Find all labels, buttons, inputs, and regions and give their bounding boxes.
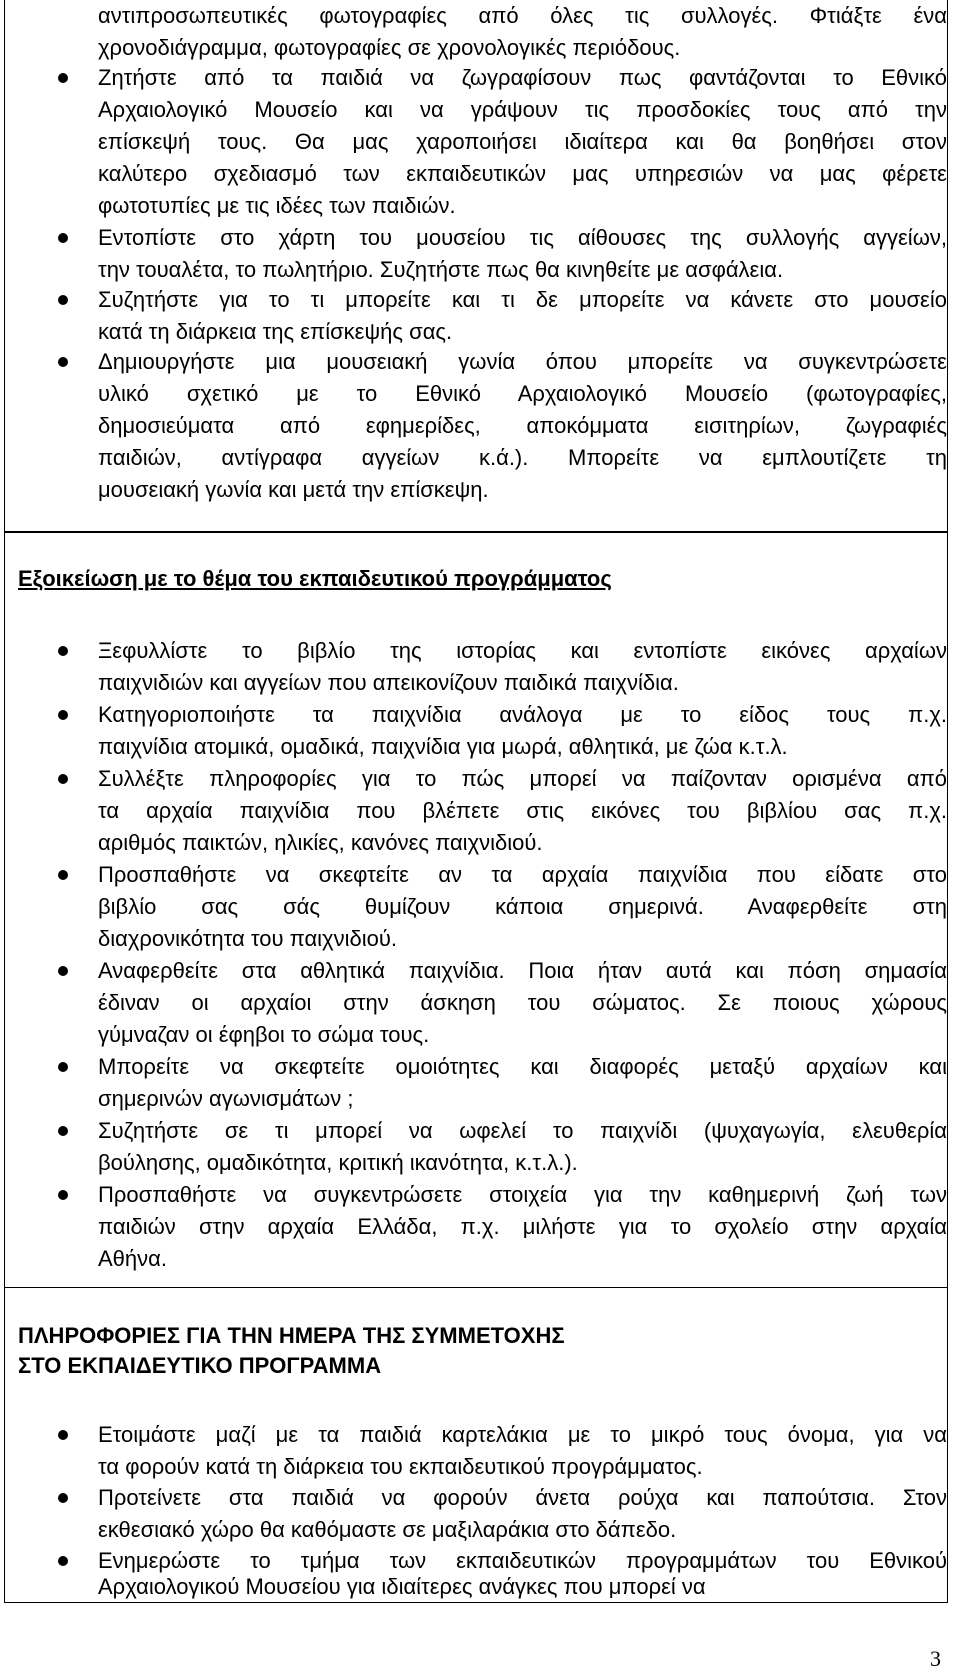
bullet-icon <box>58 233 68 243</box>
text-line: κατά τη διάρκεια της επίσκεψής σας. <box>98 319 453 344</box>
text-line: αριθμός παικτών, ηλικίες, κανόνες παιχνιδιού. <box>98 830 543 855</box>
text-line: την τουαλέτα, το πωλητήριο. Συζητήστε πως θα κινηθείτε με ασφάλεια. <box>98 257 784 282</box>
text-line: δημοσιεύματα από εφημερίδες, αποκόμματα εισιτηρίων, ζωγραφιές <box>98 413 947 438</box>
text-line: Αρχαιολογικού Μουσείου για ιδιαίτερες ανάγκες που μπορεί να <box>98 1574 706 1599</box>
bullet-icon <box>58 1430 68 1440</box>
text-line: φωτοτυπίες με τις ιδέες των παιδιών. <box>98 193 456 218</box>
text-line: γύμναζαν οι έφηβοι το σώμα τους. <box>98 1022 430 1047</box>
bullet-icon <box>58 1493 68 1503</box>
bullet-icon <box>58 774 68 784</box>
text-line: παιδιών, αντίγραφα αγγείων κ.ά.). Μπορείτε να εμπλουτίζετε τη <box>98 445 947 470</box>
text-line: τα φορούν κατά τη διάρκεια του εκπαιδευτικού προγράμματος. <box>98 1454 703 1479</box>
text-line: Προσπαθήστε να σκεφτείτε αν τα αρχαία παιχνίδια που είδατε στο <box>98 862 947 887</box>
text-line: Προτείνετε στα παιδιά να φορούν άνετα ρούχα και παπούτσια. Στον <box>98 1485 947 1510</box>
text-line: μουσειακή γωνία και μετά την επίσκεψη. <box>98 477 489 502</box>
text-line: Συζητήστε για το τι μπορείτε και τι δε μπορείτε να κάνετε στο μουσείο <box>98 287 947 312</box>
text-line: Εντοπίστε στο χάρτη του μουσείου τις αίθουσες της συλλογής αγγείων, <box>98 225 947 250</box>
bullet-icon <box>58 1190 68 1200</box>
bullet-icon <box>58 1556 68 1566</box>
section-heading: ΣΤΟ ΕΚΠΑΙΔΕΥΤΙΚΟ ΠΡΟΓΡΑΜΜΑ <box>18 1353 382 1378</box>
page-number: 3 <box>930 1646 941 1671</box>
text-line: παιχνιδιών και αγγείων που απεικονίζουν παιδικά παιχνίδια. <box>98 670 679 695</box>
text-line: Αθήνα. <box>98 1246 167 1271</box>
bullet-icon <box>58 1126 68 1136</box>
text-line: Μπορείτε να σκεφτείτε ομοιότητες και διαφορές μεταξύ αρχαίων και <box>98 1054 947 1079</box>
bullet-icon <box>58 870 68 880</box>
text-line: Δημιουργήστε μια μουσειακή γωνία όπου μπορείτε να συγκεντρώσετε <box>98 349 947 374</box>
text-line: Συζητήστε σε τι μπορεί να ωφελεί το παιχνίδι (ψυχαγωγία, ελευθερία <box>98 1118 947 1143</box>
section-heading: Εξοικείωση με το θέμα του εκπαιδευτικού προγράμματος <box>18 566 612 591</box>
text-line: Προσπαθήστε να συγκεντρώσετε στοιχεία για την καθημερινή ζωή των <box>98 1182 947 1207</box>
bullet-icon <box>58 357 68 367</box>
text-line: τα αρχαία παιχνίδια που βλέπετε στις εικόνες του βιβλίου σας π.χ. <box>98 798 947 823</box>
text-line: επίσκεψή τους. Θα μας χαροποιήσει ιδιαίτερα και θα βοηθήσει στον <box>98 129 947 154</box>
text-line: χρονοδιάγραμμα, φωτογραφίες σε χρονολογικές περιόδους. <box>98 35 681 60</box>
bullet-icon <box>58 646 68 656</box>
text-line: Αναφερθείτε στα αθλητικά παιχνίδια. Ποια ήταν αυτά και πόση σημασία <box>98 958 947 983</box>
text-line: καλύτερο σχεδιασμό των εκπαιδευτικών μας υπηρεσιών να μας φέρετε <box>98 161 947 186</box>
text-line: εκθεσιακό χώρο θα καθόμαστε σε μαξιλαράκια στο δάπεδο. <box>98 1517 677 1542</box>
text-line: διαχρονικότητα του παιχνιδιού. <box>98 926 398 951</box>
text-line: Ξεφυλλίστε το βιβλίο της ιστορίας και εντοπίστε εικόνες αρχαίων <box>98 638 947 663</box>
text-line: Ενημερώστε το τμήμα των εκπαιδευτικών προγραμμάτων του Εθνικού <box>98 1548 947 1573</box>
text-line: παιδιών στην αρχαία Ελλάδα, π.χ. μιλήστε για το σχολείο στην αρχαία <box>98 1214 947 1239</box>
section-heading: ΠΛΗΡΟΦΟΡΙΕΣ ΓΙΑ ΤΗΝ ΗΜΕΡΑ ΤΗΣ ΣΥΜΜΕΤΟΧΗΣ <box>18 1323 565 1348</box>
text-line: έδιναν οι αρχαίοι στην άσκηση του σώματος. Σε ποιους χώρους <box>98 990 947 1015</box>
text-line: Συλλέξτε πληροφορίες για το πώς μπορεί να παίζονταν ορισμένα από <box>98 766 947 791</box>
text-line: Κατηγοριοποιήστε τα παιχνίδια ανάλογα με το είδος τους π.χ. <box>98 702 947 727</box>
text-line: αντιπροσωπευτικές φωτογραφίες από όλες τις συλλογές. Φτιάξτε ένα <box>98 3 947 28</box>
activities-box <box>4 0 948 532</box>
text-line: Ζητήστε από τα παιδιά να ζωγραφίσουν πως φαντάζονται το Εθνικό <box>98 65 947 90</box>
bullet-icon <box>58 1062 68 1072</box>
bullet-icon <box>58 966 68 976</box>
bullet-icon <box>58 295 68 305</box>
participation-info-box <box>4 1288 948 1603</box>
text-line: βούλησης, ομαδικότητα, κριτική ικανότητα, κ.τ.λ.). <box>98 1150 578 1175</box>
text-line: σημερινών αγωνισμάτων ; <box>98 1086 354 1111</box>
text-line: βιβλίο σας σάς θυμίζουν κάποια σημερινά. Αναφερθείτε στη <box>98 894 947 919</box>
bullet-icon <box>58 710 68 720</box>
familiarization-box <box>4 532 948 1288</box>
text-line: υλικό σχετικό με το Εθνικό Αρχαιολογικό Μουσείο (φωτογραφίες, <box>98 381 947 406</box>
text-line: παιχνίδια ατομικά, ομαδικά, παιχνίδια για μωρά, αθλητικά, με ζώα κ.τ.λ. <box>98 734 788 759</box>
text-line: Ετοιμάστε μαζί με τα παιδιά καρτελάκια με το μικρό τους όνομα, για να <box>98 1422 947 1447</box>
bullet-icon <box>58 73 68 83</box>
text-line: Αρχαιολογικό Μουσείο και να γράψουν τις προσδοκίες τους από την <box>98 97 947 122</box>
